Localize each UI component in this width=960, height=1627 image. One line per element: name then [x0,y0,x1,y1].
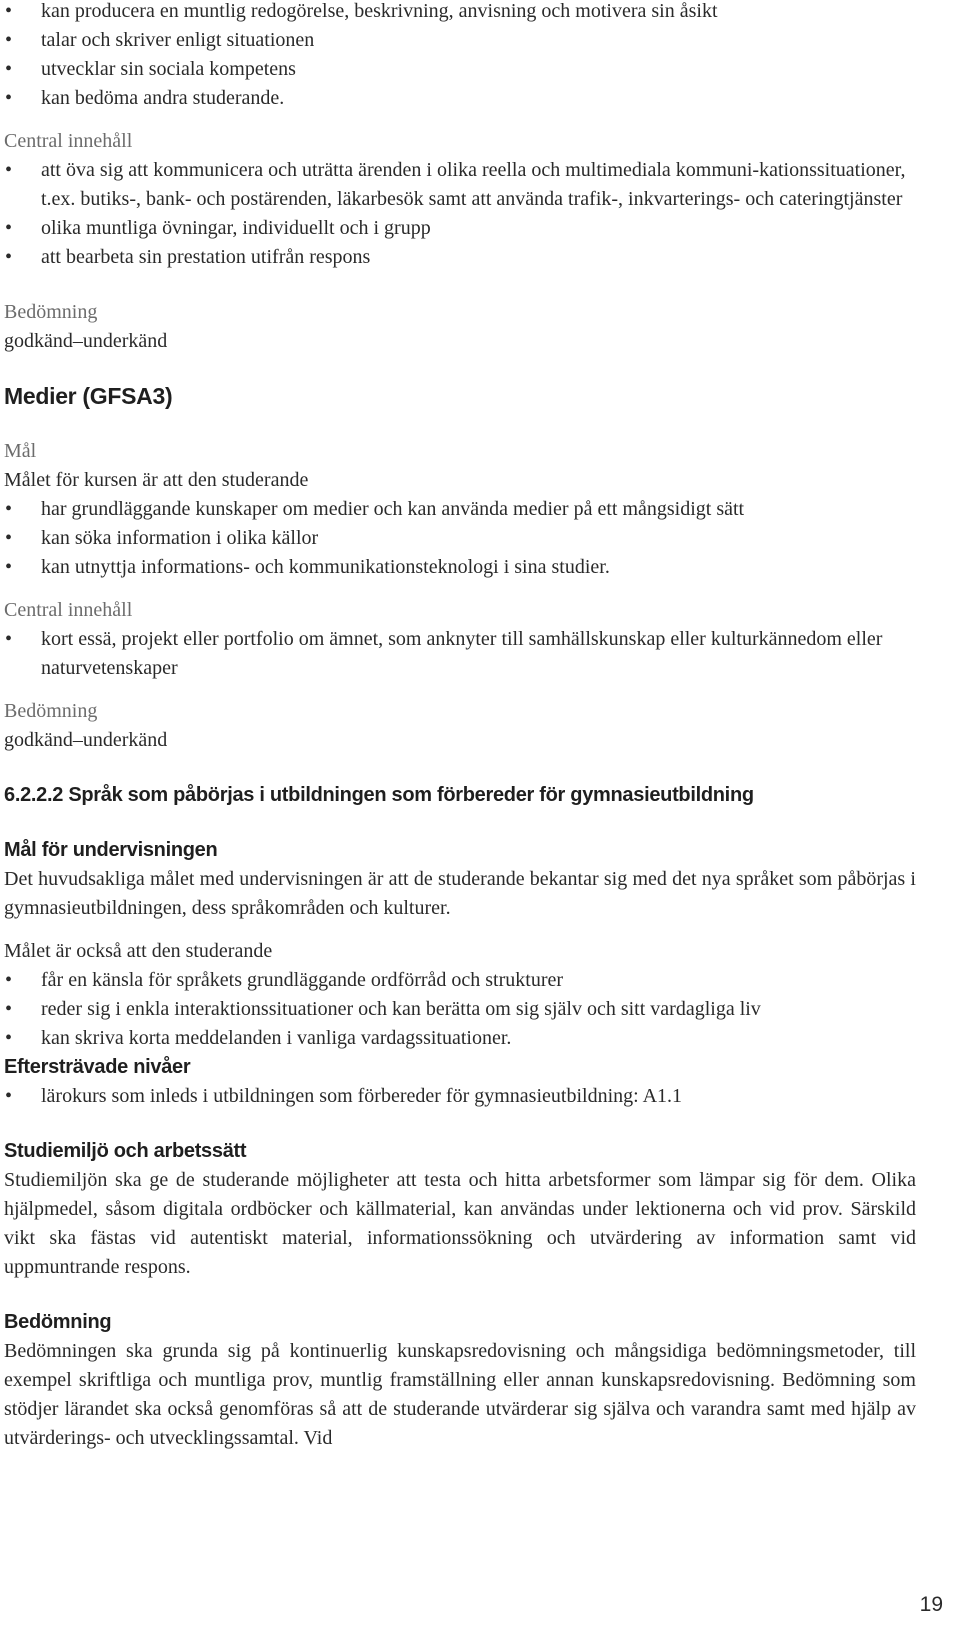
section-assessment-paragraph: Bedömningen ska grunda sig på kontinuerlig kunskapsredovisning och mångsidiga bedömningsmetoder, till exempel skriftliga och muntliga prov, muntlig framställning eller annan kunskapsredovisning. Bedömning som stödjer lärandet ska också genomföras så att de studerande utvärderar sig själva och varandra samt med hjälp av utvärderings- och utvecklingssamtal. Vid [4,1340,916,1449]
list-item: • kan söka information i olika källor [4,524,916,553]
page-number: 19 [919,1593,943,1616]
list-item: • att öva sig att kommunicera och uträtta ärenden i olika reella och multimediala kommuni-kationssituationer, t.ex. butiks-, bank- och postärenden, läkarbesök samt att använda trafik-, inkvarterings- och cateringtjänster [4,156,916,214]
levels-heading: Eftersträvade nivåer [4,1056,191,1078]
goal-intro: Målet för kursen är att den studerande [4,469,309,491]
section-assessment-heading: Bedömning [4,1311,112,1333]
list-item: • kan producera en muntlig redogörelse, beskrivning, anvisning och motivera sin åsikt [4,0,916,26]
list-item: • olika muntliga övningar, individuellt och i grupp [4,214,916,243]
course-title: Medier (GFSA3) [4,383,173,409]
list-item: • kan skriva korta meddelanden i vanliga vardagssituationer. [4,1024,916,1053]
goal-heading: Mål [4,440,37,462]
list-item: • utvecklar sin sociala kompetens [4,55,916,84]
aims-intro: Målet är också att den studerande [4,940,273,962]
environment-paragraph: Studiemiljön ska ge de studerande möjligheter att testa och hitta arbetsformer som lämpar sig för dem. Olika hjälpmedel, såsom digitala ordböcker och källmaterial, kan användas under lektionerna och vid prov. Särskild vikt ska fästas vid autentiskt material, informationssökning och utvärdering av information samt vid uppmuntrande respons. [4,1169,916,1278]
aims-paragraph: Det huvudsakliga målet med undervisningen är att de studerande bekantar sig med det nya språket som påbörjas i gymnasieutbildningen, dess språkområden och kulturer. [4,868,916,919]
list-item: • lärokurs som inleds i utbildningen som förbereder för gymnasieutbildning: A1.1 [4,1082,916,1111]
course-content-list [4,625,916,683]
list-item: • kan bedöma andra studerande. [4,84,916,113]
text-column [4,0,916,1453]
list-item: • kan utnyttja informations- och kommunikationsteknologi i sina studier. [4,553,916,582]
central-content-heading: Central innehåll [4,130,133,152]
list-item: • kort essä, projekt eller portfolio om ämnet, som anknyter till samhällskunskap eller kulturkännedom eller naturvetenskaper [4,625,916,683]
list-item: • får en känsla för språkets grundläggande ordförråd och strukturer [4,966,916,995]
course-content-heading: Central innehåll [4,599,133,621]
course-assessment-text: godkänd–underkänd [4,729,168,751]
aims-list [4,966,916,1053]
list-item: • reder sig i enkla interaktionssituationer och kan berätta om sig själv och sitt vardagliga liv [4,995,916,1024]
assessment-text: godkänd–underkänd [4,330,168,352]
central-content-list [4,156,916,272]
section-title: 6.2.2.2 Språk som påbörjas i utbildningen som förbereder för gymnasieutbildning [4,784,754,806]
levels-list [4,1082,916,1111]
course-assessment-heading: Bedömning [4,700,98,722]
environment-heading: Studiemiljö och arbetssätt [4,1140,247,1162]
list-item: • att bearbeta sin prestation utifrån respons [4,243,916,272]
assessment-heading: Bedömning [4,301,98,323]
ability-list [4,0,916,113]
goal-list [4,495,916,582]
list-item: • talar och skriver enligt situationen [4,26,916,55]
aims-heading: Mål för undervisningen [4,839,218,861]
list-item: • har grundläggande kunskaper om medier och kan använda medier på ett mångsidigt sätt [4,495,916,524]
